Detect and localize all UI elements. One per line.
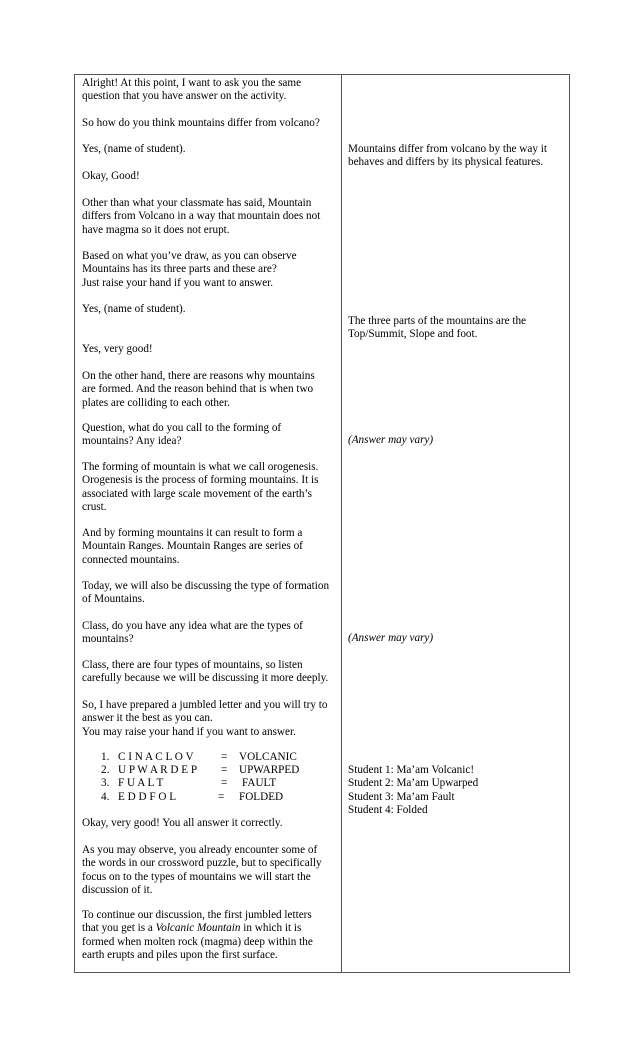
text-line: Class, do you have any idea what are the types of — [82, 620, 303, 632]
text-line: Student 4: Folded — [348, 804, 428, 817]
text-line: Alright! At this point, I want to ask you the same — [82, 77, 302, 89]
item-number: 3. — [101, 777, 110, 789]
teacher-paragraph — [82, 250, 297, 290]
teacher-paragraph — [82, 370, 315, 410]
text-line: of Mountains. — [82, 593, 145, 606]
text-line: You may raise your hand if you want to answer. — [82, 725, 296, 738]
text-line: Mountains has its three parts and these are? — [82, 263, 277, 276]
jumbled-word: F U A L T — [118, 777, 164, 789]
equals-sign: = — [218, 791, 225, 803]
teacher-paragraph — [82, 461, 318, 515]
text-line: To continue our discussion, the first jumbled letters — [82, 909, 312, 921]
teacher-paragraph — [82, 422, 281, 449]
text-line: are formed. And the reason behind that is when two — [82, 383, 314, 396]
text-line: Student 3: Ma’am Fault — [348, 790, 455, 803]
text-line: Other than what your classmate has said, Mountain — [82, 197, 312, 209]
text-line: plates are colliding to each other. — [82, 396, 230, 409]
jumbled-word: U P W A R D E P — [118, 764, 198, 776]
item-number: 2. — [101, 764, 110, 776]
item-number: 4. — [101, 791, 110, 803]
answer-word: UPWARPED — [239, 764, 300, 776]
text-line: Orogenesis is the process of forming mountains. It is — [82, 474, 319, 487]
text-line: Question, what do you call to the forming of — [82, 422, 282, 434]
lesson-table — [74, 74, 570, 973]
teacher-paragraph: Okay, very good! You all answer it correctly. — [82, 817, 283, 829]
text-line: On the other hand, there are reasons why mountains — [82, 370, 315, 382]
text-line: differs from Volcano in a way that mountain does not — [82, 210, 321, 223]
answer-word: VOLCANIC — [239, 751, 297, 763]
text-line: crust. — [82, 501, 107, 514]
equals-sign: = — [221, 751, 228, 763]
text-line: question that you have answer on the activity. — [82, 90, 287, 103]
text-line: mountains? Any idea? — [82, 435, 182, 448]
text-line: mountains? — [82, 633, 134, 646]
text-line: Top/Summit, Slope and foot. — [348, 328, 478, 341]
text-line: associated with large scale movement of the earth’s — [82, 487, 312, 500]
teacher-paragraph — [82, 844, 322, 898]
teacher-paragraph — [82, 620, 303, 647]
teacher-paragraph — [82, 580, 329, 607]
teacher-paragraph: Yes, (name of student). — [82, 303, 186, 315]
answer-word: FAULT — [242, 777, 277, 789]
teacher-paragraph — [82, 77, 301, 104]
text-line: So, I have prepared a jumbled letter and you will try to — [82, 699, 328, 711]
text-line: Based on what you’ve draw, as you can observe — [82, 250, 297, 262]
jumbled-word: E D D F O L — [118, 791, 177, 803]
text-line: behaves and differs by its physical features. — [348, 156, 544, 169]
text-line: The forming of mountain is what we call orogenesis. — [82, 461, 319, 473]
student-response: (Answer may vary) — [348, 434, 434, 446]
text-line: have magma so it does not erupt. — [82, 223, 230, 236]
text-line — [82, 922, 313, 935]
text-line: Mountains differ from volcano by the way it — [348, 143, 547, 155]
text-line: Today, we will also be discussing the type of formation — [82, 580, 330, 592]
text-line: connected mountains. — [82, 553, 180, 566]
student-response — [348, 143, 547, 170]
teacher-paragraph: So how do you think mountains differ from volcano? — [82, 117, 320, 129]
text-line: The three parts of the mountains are the — [348, 315, 527, 327]
teacher-paragraph: Okay, Good! — [82, 170, 140, 182]
teacher-paragraph: Yes, (name of student). — [82, 143, 186, 155]
text-line: Just raise your hand if you want to answer. — [82, 276, 274, 289]
item-number: 1. — [101, 751, 110, 763]
volcanic-mountain-term: Volcanic Mountain — [155, 922, 241, 935]
student-response: (Answer may vary) — [348, 632, 434, 644]
student-response — [348, 315, 526, 342]
text-run: in which it is — [240, 922, 302, 935]
text-line: carefully because we will be discussing it more deeply. — [82, 672, 329, 685]
jumbled-word: C I N A C L O V — [118, 751, 194, 763]
text-line: Class, there are four types of mountains, so listen — [82, 659, 303, 671]
text-line: earth erupts and piles upon the first surface. — [82, 949, 278, 962]
teacher-paragraph — [82, 909, 313, 963]
answer-word: FOLDED — [239, 791, 284, 803]
teacher-paragraph: Yes, very good! — [82, 343, 153, 355]
teacher-paragraph — [82, 527, 303, 567]
text-line: formed when molten rock (magma) deep within the — [82, 935, 313, 948]
text-run: that you get is a — [82, 922, 156, 935]
text-line: focus on to the types of mountains we will start the — [82, 870, 311, 883]
student-response — [348, 764, 478, 818]
text-line: Student 2: Ma’am Upwarped — [348, 777, 479, 790]
text-line: As you may observe, you already encounter some of — [82, 844, 318, 856]
text-line: And by forming mountains it can result to form a — [82, 527, 303, 539]
text-line: Mountain Ranges. Mountain Ranges are series of — [82, 540, 303, 553]
teacher-paragraph — [82, 699, 327, 739]
teacher-paragraph — [82, 197, 320, 237]
text-line: answer it the best as you can. — [82, 712, 213, 725]
equals-sign: = — [221, 764, 228, 776]
text-line: discussion of it. — [82, 884, 153, 897]
column-divider — [341, 75, 342, 972]
equals-sign: = — [221, 777, 228, 789]
text-line: Student 1: Ma’am Volcanic! — [348, 764, 475, 776]
text-line: the words in our crossword puzzle, but to specifically — [82, 857, 322, 870]
teacher-paragraph — [82, 659, 328, 686]
